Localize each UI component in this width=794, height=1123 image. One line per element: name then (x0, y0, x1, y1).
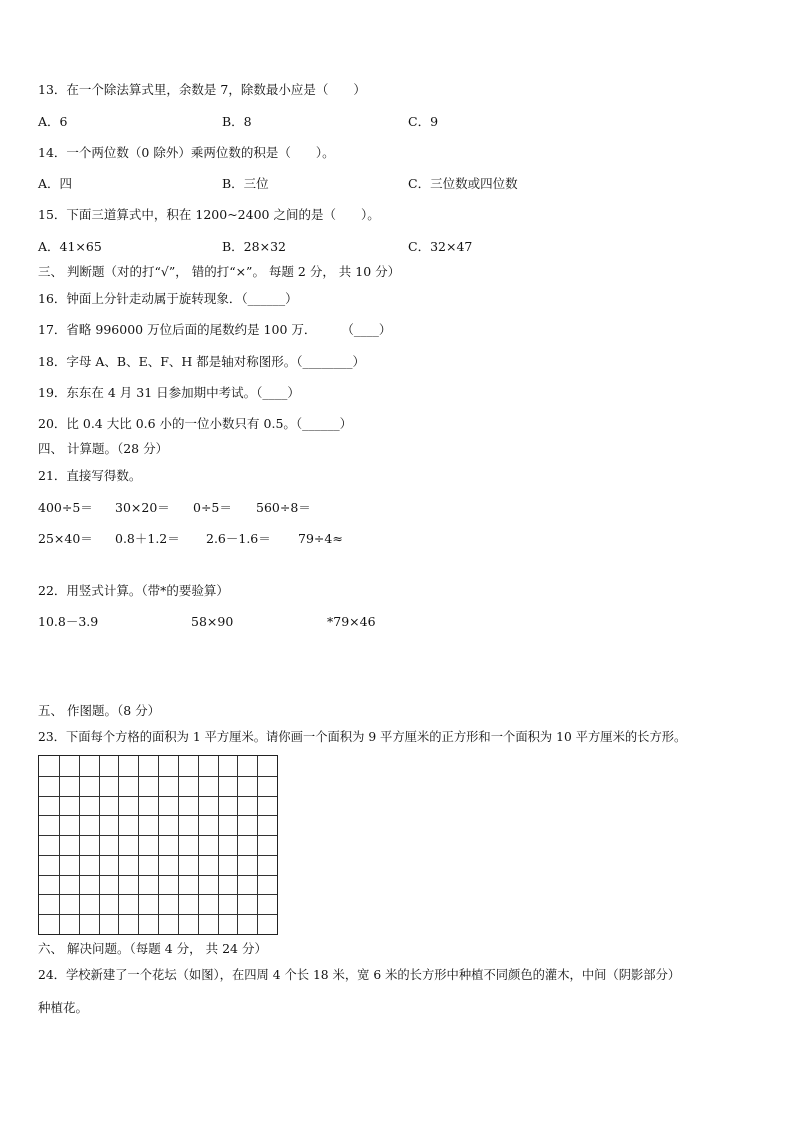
question-19: 19．东东在 4 月 31 日参加期中考试。（____） (38, 385, 300, 400)
q14-option-c: C．三位数或四位数 (408, 176, 518, 191)
question-22: 22．用竖式计算。（带*的要验算） (38, 583, 229, 598)
question-24-line-2: 种植花。 (38, 1000, 89, 1015)
q14-option-a: A．四 (38, 176, 73, 191)
section-6-title: 六、 解决问题。（每题 4 分， 共 24 分） (38, 941, 267, 956)
q13-option-b: B．8 (222, 114, 252, 129)
vertical-calc-item: *79×46 (327, 614, 376, 629)
q13-option-c: C．9 (408, 114, 439, 129)
question-23: 23．下面每个方格的面积为 1 平方厘米。请你画一个面积为 9 平方厘米的正方形和一个面积为 10 平方厘米的长方形。 (38, 730, 687, 744)
calc-item: 0.8＋1.2＝ (115, 531, 180, 546)
question-21: 21．直接写得数。 (38, 468, 142, 483)
q15-option-c: C．32×47 (408, 239, 473, 254)
vertical-calc-item: 58×90 (191, 614, 234, 629)
calc-item: 400÷5＝ (38, 500, 93, 515)
question-15: 15．下面三道算式中，积在 1200~2400 之间的是（ ）。 (38, 207, 380, 222)
question-20: 20．比 0.4 大比 0.6 小的一位小数只有 0.5。（______） (38, 416, 353, 431)
q15-option-a: A．41×65 (38, 239, 102, 254)
calc-item: 25×40＝ (38, 531, 93, 546)
section-3-title: 三、 判断题（对的打“√”， 错的打“×”。 每题 2 分， 共 10 分） (38, 264, 401, 279)
question-14: 14．一个两位数（0 除外）乘两位数的积是（ ）。 (38, 145, 335, 160)
calc-item: 0÷5＝ (193, 500, 232, 515)
calc-item: 560÷8＝ (256, 500, 311, 515)
question-13: 13．在一个除法算式里，余数是 7，除数最小应是（ ） (38, 82, 366, 97)
calc-item: 79÷4≈ (298, 531, 343, 546)
question-17: 17．省略 996000 万位后面的尾数约是 100 万． （____） (38, 322, 392, 337)
question-18: 18．字母 A、B、E、F、H 都是轴对称图形。（________） (38, 354, 366, 369)
q15-option-b: B．28×32 (222, 239, 286, 254)
question-24-line-1: 24．学校新建了一个花坛（如图），在四周 4 个长 18 米，宽 6 米的长方形中种植不同颜色的灌木，中间（阴影部分） (38, 968, 681, 982)
section-4-title: 四、 计算题。（28 分） (38, 441, 169, 456)
question-16: 16．钟面上分针走动属于旋转现象．（______） (38, 291, 298, 306)
section-5-title: 五、 作图题。（8 分） (38, 703, 161, 718)
square-grid[interactable] (38, 755, 278, 935)
vertical-calc-item: 10.8－3.9 (38, 614, 99, 629)
grid-lines (39, 756, 277, 934)
calc-item: 2.6－1.6＝ (206, 531, 271, 546)
calc-item: 30×20＝ (115, 500, 170, 515)
q13-option-a: A．6 (38, 114, 68, 129)
q14-option-b: B．三位 (222, 176, 269, 191)
